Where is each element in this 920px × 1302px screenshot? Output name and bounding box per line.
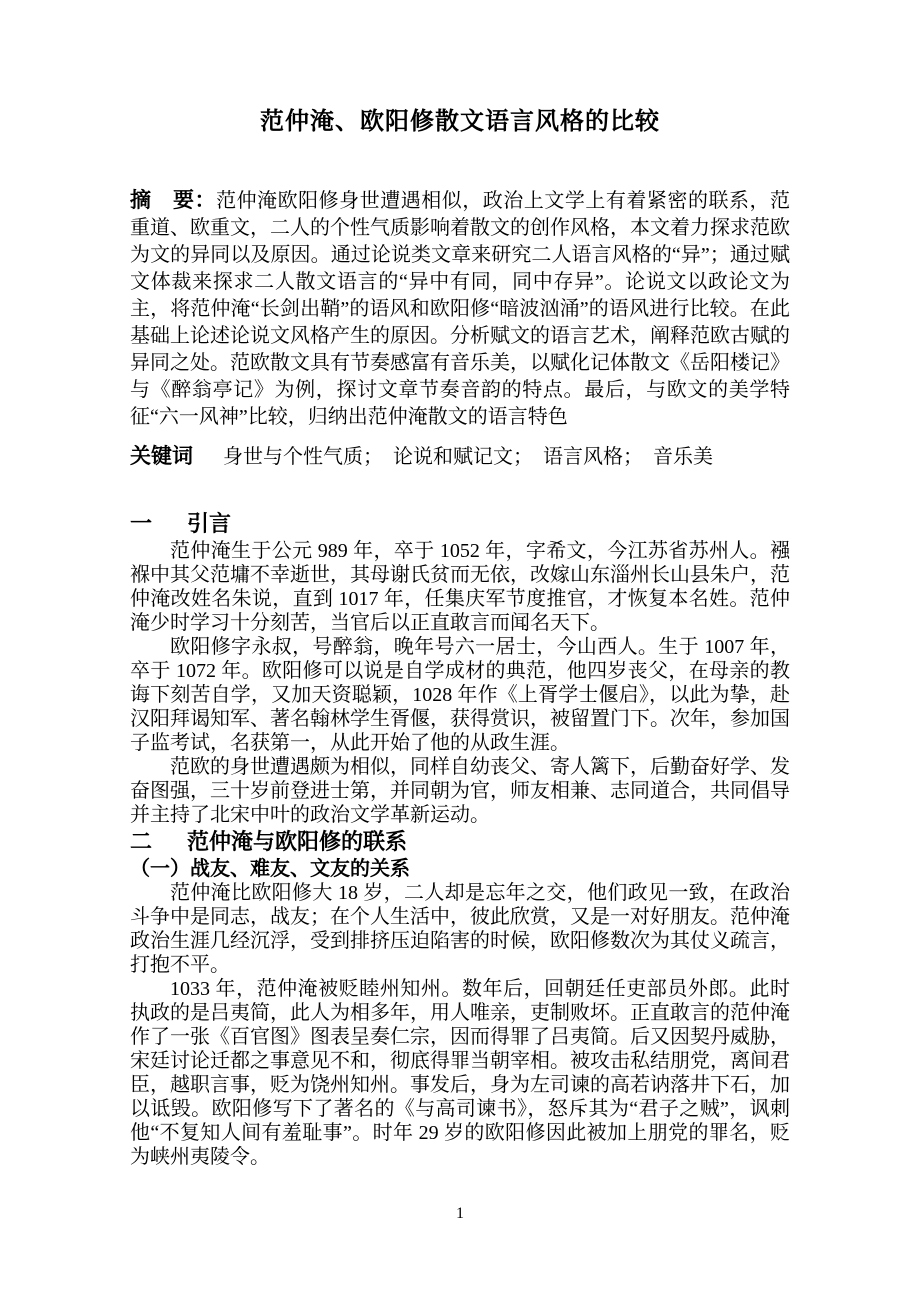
page-number: 1 bbox=[456, 1205, 464, 1222]
section-heading-text: 范仲淹与欧阳修的联系 bbox=[187, 829, 408, 854]
section-heading-relationship bbox=[130, 827, 790, 857]
subsection-heading: （一）战友、难友、文友的关系 bbox=[130, 858, 410, 880]
paragraph: 欧阳修字永叔，号醉翁，晚年号六一居士，今山西人。生于 1007 年，卒于 1072 年。欧阳修可以说是自学成材的典范，他四岁丧父，在母亲的教诲下刻苦自学，又加天资聪颖，1028 年作《上胥学士偃启》，以此为挚，赴汉阳拜谒知军、著名翰林学生胥偃，获得赏识，被留置门下。次年，参加国子监考试，名获第一，从此开始了他的从政生涯。 bbox=[130, 636, 790, 754]
paragraph: 范仲淹比欧阳修大 18 岁，二人却是忘年之交，他们政见一致，在政治斗争中是同志，战友；在个人生活中，彼此欣赏，又是一对好朋友。范仲淹政治生涯几经沉浮，受到排挤压迫陷害的时候，欧阳修数次为其仗义疏言，打抱不平。 bbox=[130, 882, 790, 976]
abstract-text: 范仲淹欧阳修身世遭遇相似，政治上文学上有着紧密的联系，范重道、欧重文，二人的个性气质影响着散文的创作风格，本文着力探求范欧为文的异同以及原因。通过论说类文章来研究二人语言风格的“异”；通过赋文体裁来探求二人散文语言的“异中有同，同中存异”。论说文以政论文为主，将范仲淹“长剑出鞘”的语风和欧阳修“暗波汹涌”的语风进行比较。在此基础上论述论说文风格产生的原因。分析赋文的语言艺术，阐释范欧古赋的异同之处。范欧散文具有节奏感富有音乐美，以赋化记体散文《岳阳楼记》与《醉翁亭记》为例，探讨文章节奏音韵的特点。最后，与欧文的美学特征“六一风神”比较，归纳出范仲淹散文的语言特色 bbox=[130, 190, 791, 428]
section-number: 一 bbox=[130, 511, 153, 536]
abstract-label: 摘 要： bbox=[130, 189, 217, 212]
keywords-text: 身世与个性气质； 论说和赋记文； 语言风格； 音乐美 bbox=[223, 446, 713, 468]
paragraph: 1033 年，范仲淹被贬睦州知州。数年后，回朝廷任吏部员外郎。此时执政的是吕夷简，此人为相多年，用人唯亲，吏制败坏。正直敢言的范仲淹作了一张《百官图》图表呈奏仁宗，因而得罪了吕夷简。后又因契丹威胁，宋廷讨论迁都之事意见不和，彻底得罪当朝宰相。被攻击私结朋党，离间君臣，越职言事，贬为饶州知州。事发后，身为左司谏的高若讷落井下石，加以诋毁。欧阳修写下了著名的《与高司谏书》，怒斥其为“君子之贼”，讽刺他“不复知人间有羞耻事”。时年 29 岁的欧阳修因此被加上朋党的罪名，贬为峡州夷陵令。 bbox=[130, 978, 790, 1168]
keywords-label: 关键词 bbox=[130, 445, 193, 468]
paragraph: 范欧的身世遭遇颇为相似，同样自幼丧父、寄人篱下，后勤奋好学、发奋图强，三十岁前登进士第，并同朝为官，师友相兼、志同道合，共同倡导并主持了北宋中叶的政治文学革新运动。 bbox=[130, 756, 790, 826]
section-heading-text: 引言 bbox=[187, 511, 232, 536]
section-number: 二 bbox=[130, 829, 153, 854]
abstract bbox=[130, 187, 790, 431]
page-title: 范仲淹、欧阳修散文语言风格的比较 bbox=[260, 108, 660, 135]
section-heading-introduction bbox=[130, 509, 790, 539]
keywords-line bbox=[130, 444, 790, 470]
paragraph: 范仲淹生于公元 989 年，卒于 1052 年，字希文，今江苏省苏州人。襁褓中其父范墉不幸逝世，其母谢氏贫而无依，改嫁山东淄州长山县朱户，范仲淹改姓名朱说，直到 1017 年，任集庆军节度推官，才恢复本名姓。范仲淹少时学习十分刻苦，当官后以正直敢言而闻名天下。 bbox=[130, 540, 790, 634]
